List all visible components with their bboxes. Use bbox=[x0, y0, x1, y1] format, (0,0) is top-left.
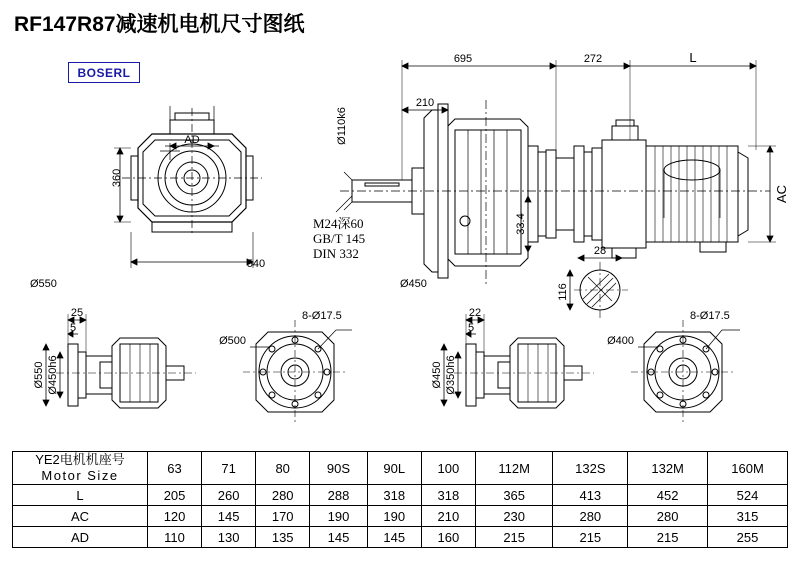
dim-22: 22 bbox=[468, 307, 482, 319]
dim-5-right: 5 bbox=[467, 322, 475, 334]
dim-28: 28 bbox=[593, 245, 607, 257]
page-title: RF147R87减速机电机尺寸图纸 bbox=[14, 13, 305, 36]
cell-AD-71: 130 bbox=[202, 527, 256, 548]
cell-AD-112M: 215 bbox=[475, 527, 553, 548]
dim-116: 116 bbox=[557, 283, 569, 301]
col-header-90L: 90L bbox=[367, 452, 421, 485]
motor-size-table bbox=[12, 451, 788, 548]
cell-AC-63: 120 bbox=[148, 506, 202, 527]
cell-L-71: 260 bbox=[202, 485, 256, 506]
cell-AD-132M: 215 bbox=[628, 527, 708, 548]
col-header-63: 63 bbox=[148, 452, 202, 485]
col-header-160M: 160M bbox=[708, 452, 788, 485]
table-row-L bbox=[13, 485, 788, 506]
dim-360: 360 bbox=[111, 168, 123, 188]
row-header-cn: YE2电机机座号 bbox=[35, 452, 125, 467]
table-row-AC bbox=[13, 506, 788, 527]
cell-AC-71: 145 bbox=[202, 506, 256, 527]
row-header-motor-size bbox=[13, 452, 148, 485]
cell-AC-160M: 315 bbox=[708, 506, 788, 527]
dim-400: Ø400 bbox=[607, 335, 634, 347]
row-label-AD: AD bbox=[13, 527, 148, 548]
cell-AC-80: 170 bbox=[256, 506, 310, 527]
cell-L-160M: 524 bbox=[708, 485, 788, 506]
dim-L: L bbox=[689, 50, 697, 65]
col-header-112M: 112M bbox=[475, 452, 553, 485]
holes-right: 8-Ø17.5 bbox=[690, 310, 730, 322]
table-row-AD bbox=[13, 527, 788, 548]
row-header-en: Motor Size bbox=[41, 468, 119, 483]
note-thread: M24深60 bbox=[313, 216, 364, 231]
dim-25: 25 bbox=[70, 307, 84, 319]
cell-AC-100: 210 bbox=[421, 506, 475, 527]
dim-540: 540 bbox=[246, 258, 266, 270]
dim-110k6: Ø110k6 bbox=[336, 107, 348, 145]
col-header-132M: 132M bbox=[628, 452, 708, 485]
cell-L-112M: 365 bbox=[475, 485, 553, 506]
cell-AD-90S: 145 bbox=[310, 527, 368, 548]
dim-AD: AD bbox=[184, 134, 200, 146]
brand-logo: BOSERL bbox=[68, 62, 140, 83]
cell-L-90S: 288 bbox=[310, 485, 368, 506]
col-header-71: 71 bbox=[202, 452, 256, 485]
cell-L-132M: 452 bbox=[628, 485, 708, 506]
dim-33-4: 33.4 bbox=[515, 213, 527, 235]
cell-AD-90L: 145 bbox=[367, 527, 421, 548]
cell-L-63: 205 bbox=[148, 485, 202, 506]
cell-AD-80: 135 bbox=[256, 527, 310, 548]
dim-450h6: Ø450h6 bbox=[47, 355, 59, 395]
col-header-80: 80 bbox=[256, 452, 310, 485]
cell-AD-100: 160 bbox=[421, 527, 475, 548]
holes-left: 8-Ø17.5 bbox=[302, 310, 342, 322]
cell-AC-112M: 230 bbox=[475, 506, 553, 527]
dim-450-top: Ø450 bbox=[400, 278, 427, 290]
row-label-AC: AC bbox=[13, 506, 148, 527]
cell-AD-132S: 215 bbox=[553, 527, 628, 548]
cell-AC-90L: 190 bbox=[367, 506, 421, 527]
cell-L-80: 280 bbox=[256, 485, 310, 506]
cell-L-90L: 318 bbox=[367, 485, 421, 506]
dim-550-side: Ø550 bbox=[33, 361, 45, 389]
note-standard-gb: GB/T 145 bbox=[313, 231, 366, 246]
cell-AD-160M: 255 bbox=[708, 527, 788, 548]
cell-L-132S: 413 bbox=[553, 485, 628, 506]
cell-AC-90S: 190 bbox=[310, 506, 368, 527]
dim-272: 272 bbox=[583, 53, 603, 65]
dim-350h6: Ø350h6 bbox=[445, 355, 457, 395]
dim-AC: AC bbox=[774, 184, 789, 204]
dim-5-left: 5 bbox=[69, 322, 77, 334]
cell-L-100: 318 bbox=[421, 485, 475, 506]
dim-550-top: Ø550 bbox=[30, 278, 57, 290]
cell-AC-132S: 280 bbox=[553, 506, 628, 527]
row-label-L: L bbox=[13, 485, 148, 506]
col-header-100: 100 bbox=[421, 452, 475, 485]
note-standard-din: DIN 332 bbox=[313, 246, 359, 261]
col-header-90S: 90S bbox=[310, 452, 368, 485]
dim-450-side: Ø450 bbox=[431, 361, 443, 389]
dim-210: 210 bbox=[415, 97, 435, 109]
cell-AD-63: 110 bbox=[148, 527, 202, 548]
col-header-132S: 132S bbox=[553, 452, 628, 485]
cell-AC-132M: 280 bbox=[628, 506, 708, 527]
dim-500: Ø500 bbox=[219, 335, 246, 347]
dim-695: 695 bbox=[453, 53, 473, 65]
